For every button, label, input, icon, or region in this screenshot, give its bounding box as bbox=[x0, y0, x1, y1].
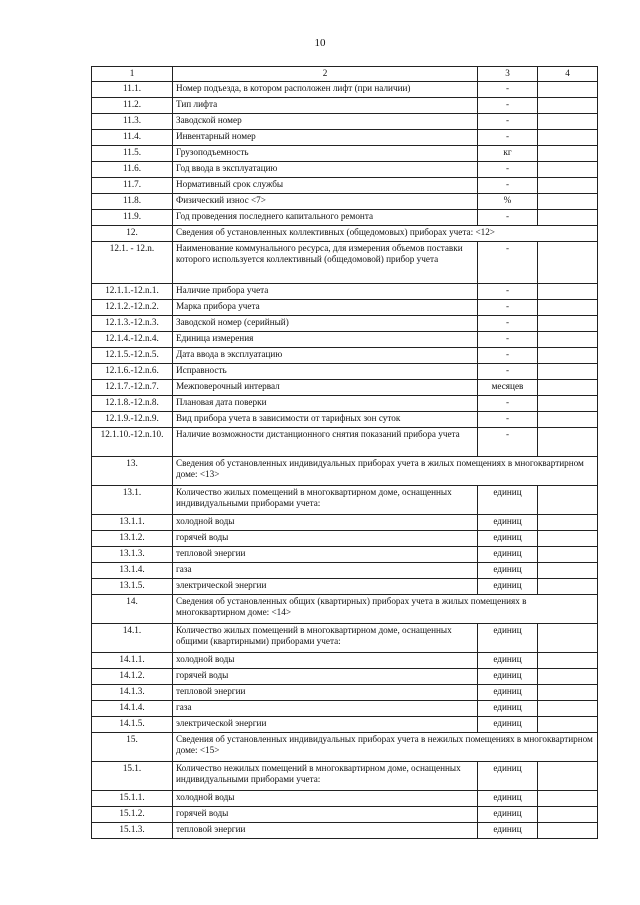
row-number: 15. bbox=[92, 733, 173, 762]
row-label: Наличие возможности дистанционного снятия показаний прибора учета bbox=[173, 428, 478, 457]
table-row bbox=[92, 653, 598, 669]
table-row bbox=[92, 226, 598, 242]
table-row bbox=[92, 428, 598, 457]
row-value bbox=[538, 380, 598, 396]
table-row bbox=[92, 457, 598, 486]
table-row bbox=[92, 717, 598, 733]
row-value bbox=[538, 210, 598, 226]
row-unit: единиц bbox=[478, 515, 538, 531]
table-row bbox=[92, 733, 598, 762]
row-value bbox=[538, 114, 598, 130]
table-row bbox=[92, 178, 598, 194]
row-unit: - bbox=[478, 364, 538, 380]
table-row bbox=[92, 364, 598, 380]
row-number: 13. bbox=[92, 457, 173, 486]
row-unit: единиц bbox=[478, 547, 538, 563]
table-row bbox=[92, 348, 598, 364]
row-value bbox=[538, 807, 598, 823]
row-unit: - bbox=[478, 130, 538, 146]
row-number: 12.1.5.-12.n.5. bbox=[92, 348, 173, 364]
row-label: Тип лифта bbox=[173, 98, 478, 114]
row-unit: единиц bbox=[478, 653, 538, 669]
row-number: 12.1.4.-12.n.4. bbox=[92, 332, 173, 348]
row-number: 15.1.2. bbox=[92, 807, 173, 823]
section-title: Сведения об установленных общих (квартирных) приборах учета в жилых помещениях в многоквартирном доме: <14> bbox=[173, 595, 598, 624]
row-value bbox=[538, 515, 598, 531]
row-unit: единиц bbox=[478, 579, 538, 595]
table-row bbox=[92, 396, 598, 412]
section-title: Сведения об установленных индивидуальных приборах учета в жилых помещениях в многоквартирном доме: <13> bbox=[173, 457, 598, 486]
header-col-3: 3 bbox=[478, 67, 538, 82]
row-label: Количество нежилых помещений в многоквартирном доме, оснащенных индивидуальными приборами учета: bbox=[173, 762, 478, 791]
row-label: холодной воды bbox=[173, 515, 478, 531]
row-number: 14.1.1. bbox=[92, 653, 173, 669]
row-number: 12. bbox=[92, 226, 173, 242]
row-label: Единица измерения bbox=[173, 332, 478, 348]
row-unit: - bbox=[478, 98, 538, 114]
table-row bbox=[92, 701, 598, 717]
table-row bbox=[92, 332, 598, 348]
row-value bbox=[538, 364, 598, 380]
table-row bbox=[92, 130, 598, 146]
row-label: Инвентарный номер bbox=[173, 130, 478, 146]
row-number: 14.1.5. bbox=[92, 717, 173, 733]
table-row bbox=[92, 595, 598, 624]
row-unit: - bbox=[478, 412, 538, 428]
table-row bbox=[92, 531, 598, 547]
table-row bbox=[92, 114, 598, 130]
row-number: 12.1.10.-12.n.10. bbox=[92, 428, 173, 457]
row-number: 15.1.3. bbox=[92, 823, 173, 839]
table-row bbox=[92, 242, 598, 284]
row-label: Межповерочный интервал bbox=[173, 380, 478, 396]
row-unit: единиц bbox=[478, 762, 538, 791]
row-value bbox=[538, 791, 598, 807]
row-unit: единиц bbox=[478, 563, 538, 579]
table-row bbox=[92, 194, 598, 210]
row-label: Нормативный срок службы bbox=[173, 178, 478, 194]
table-row bbox=[92, 300, 598, 316]
row-unit: единиц bbox=[478, 624, 538, 653]
row-number: 12.1.7.-12.n.7. bbox=[92, 380, 173, 396]
row-number: 11.3. bbox=[92, 114, 173, 130]
row-unit: единиц bbox=[478, 701, 538, 717]
row-unit: месяцев bbox=[478, 380, 538, 396]
row-unit: единиц bbox=[478, 669, 538, 685]
row-unit: % bbox=[478, 194, 538, 210]
row-label: тепловой энергии bbox=[173, 547, 478, 563]
row-label: Заводской номер (серийный) bbox=[173, 316, 478, 332]
row-unit: единиц bbox=[478, 685, 538, 701]
row-value bbox=[538, 547, 598, 563]
row-unit: - bbox=[478, 316, 538, 332]
row-label: Номер подъезда, в котором расположен лифт (при наличии) bbox=[173, 82, 478, 98]
row-value bbox=[538, 98, 598, 114]
row-number: 11.8. bbox=[92, 194, 173, 210]
row-number: 12.1.6.-12.n.6. bbox=[92, 364, 173, 380]
table-row bbox=[92, 807, 598, 823]
row-unit: единиц bbox=[478, 807, 538, 823]
row-unit: - bbox=[478, 396, 538, 412]
row-number: 14.1. bbox=[92, 624, 173, 653]
row-number: 13.1.5. bbox=[92, 579, 173, 595]
row-number: 13.1. bbox=[92, 486, 173, 515]
row-unit: единиц bbox=[478, 823, 538, 839]
row-label: горячей воды bbox=[173, 807, 478, 823]
row-unit: - bbox=[478, 332, 538, 348]
row-unit: единиц bbox=[478, 486, 538, 515]
row-unit: - bbox=[478, 300, 538, 316]
table-row bbox=[92, 563, 598, 579]
table-row bbox=[92, 412, 598, 428]
passport-table bbox=[91, 66, 598, 839]
table-row bbox=[92, 515, 598, 531]
row-label: Вид прибора учета в зависимости от тарифных зон суток bbox=[173, 412, 478, 428]
row-number: 11.2. bbox=[92, 98, 173, 114]
row-value bbox=[538, 162, 598, 178]
row-number: 14. bbox=[92, 595, 173, 624]
table-row bbox=[92, 98, 598, 114]
row-number: 12.1.1.-12.n.1. bbox=[92, 284, 173, 300]
row-number: 11.1. bbox=[92, 82, 173, 98]
row-unit: - bbox=[478, 114, 538, 130]
row-value bbox=[538, 669, 598, 685]
row-label: тепловой энергии bbox=[173, 823, 478, 839]
row-value bbox=[538, 762, 598, 791]
row-value bbox=[538, 348, 598, 364]
row-value bbox=[538, 579, 598, 595]
row-value bbox=[538, 428, 598, 457]
row-value bbox=[538, 396, 598, 412]
table-row bbox=[92, 284, 598, 300]
row-unit: - bbox=[478, 210, 538, 226]
row-label: Дата ввода в эксплуатацию bbox=[173, 348, 478, 364]
table-row bbox=[92, 791, 598, 807]
row-number: 11.9. bbox=[92, 210, 173, 226]
row-label: Грузоподъемность bbox=[173, 146, 478, 162]
row-number: 12.1.8.-12.n.8. bbox=[92, 396, 173, 412]
section-title: Сведения об установленных коллективных (общедомовых) приборах учета: <12> bbox=[173, 226, 598, 242]
row-unit: кг bbox=[478, 146, 538, 162]
row-value bbox=[538, 717, 598, 733]
row-unit: - bbox=[478, 178, 538, 194]
row-value bbox=[538, 284, 598, 300]
row-label: газа bbox=[173, 701, 478, 717]
row-value bbox=[538, 624, 598, 653]
row-label: горячей воды bbox=[173, 669, 478, 685]
row-label: холодной воды bbox=[173, 791, 478, 807]
row-number: 13.1.3. bbox=[92, 547, 173, 563]
row-label: электрической энергии bbox=[173, 579, 478, 595]
row-label: тепловой энергии bbox=[173, 685, 478, 701]
table-row bbox=[92, 547, 598, 563]
row-number: 13.1.4. bbox=[92, 563, 173, 579]
table-row bbox=[92, 685, 598, 701]
row-unit: - bbox=[478, 242, 538, 284]
row-number: 13.1.1. bbox=[92, 515, 173, 531]
page-number: 10 bbox=[314, 37, 326, 49]
row-label: газа bbox=[173, 563, 478, 579]
row-label: Плановая дата поверки bbox=[173, 396, 478, 412]
row-number: 12.1.2.-12.n.2. bbox=[92, 300, 173, 316]
row-label: электрической энергии bbox=[173, 717, 478, 733]
row-value bbox=[538, 823, 598, 839]
row-label: горячей воды bbox=[173, 531, 478, 547]
row-number: 14.1.4. bbox=[92, 701, 173, 717]
row-label: Физический износ <7> bbox=[173, 194, 478, 210]
table-row bbox=[92, 146, 598, 162]
table-row bbox=[92, 82, 598, 98]
row-value bbox=[538, 563, 598, 579]
row-number: 15.1.1. bbox=[92, 791, 173, 807]
row-value bbox=[538, 242, 598, 284]
row-label: Наличие прибора учета bbox=[173, 284, 478, 300]
row-value bbox=[538, 130, 598, 146]
row-value bbox=[538, 82, 598, 98]
row-value bbox=[538, 316, 598, 332]
row-value bbox=[538, 300, 598, 316]
row-value bbox=[538, 332, 598, 348]
table-row bbox=[92, 624, 598, 653]
row-unit: единиц bbox=[478, 531, 538, 547]
row-unit: - bbox=[478, 162, 538, 178]
row-label: холодной воды bbox=[173, 653, 478, 669]
row-unit: - bbox=[478, 284, 538, 300]
header-col-4: 4 bbox=[538, 67, 598, 82]
row-number: 14.1.3. bbox=[92, 685, 173, 701]
table-header-row bbox=[92, 67, 598, 82]
row-label: Марка прибора учета bbox=[173, 300, 478, 316]
header-col-1: 1 bbox=[92, 67, 173, 82]
table-row bbox=[92, 486, 598, 515]
row-number: 15.1. bbox=[92, 762, 173, 791]
table-row bbox=[92, 316, 598, 332]
row-label: Исправность bbox=[173, 364, 478, 380]
row-number: 11.7. bbox=[92, 178, 173, 194]
row-label: Количество жилых помещений в многоквартирном доме, оснащенных общими (квартирными) приборами учета: bbox=[173, 624, 478, 653]
header-col-2: 2 bbox=[173, 67, 478, 82]
row-number: 12.1. - 12.n. bbox=[92, 242, 173, 284]
row-value bbox=[538, 178, 598, 194]
row-value bbox=[538, 701, 598, 717]
table-row bbox=[92, 823, 598, 839]
row-unit: единиц bbox=[478, 717, 538, 733]
table-row bbox=[92, 210, 598, 226]
table-row bbox=[92, 669, 598, 685]
row-value bbox=[538, 685, 598, 701]
row-unit: - bbox=[478, 82, 538, 98]
row-number: 11.4. bbox=[92, 130, 173, 146]
row-value bbox=[538, 531, 598, 547]
table-row bbox=[92, 162, 598, 178]
row-unit: - bbox=[478, 348, 538, 364]
section-title: Сведения об установленных индивидуальных приборах учета в нежилых помещениях в многоквартирном доме: <15> bbox=[173, 733, 598, 762]
row-value bbox=[538, 194, 598, 210]
row-value bbox=[538, 653, 598, 669]
row-value bbox=[538, 146, 598, 162]
row-value bbox=[538, 412, 598, 428]
row-number: 12.1.9.-12.n.9. bbox=[92, 412, 173, 428]
row-number: 13.1.2. bbox=[92, 531, 173, 547]
table-row bbox=[92, 380, 598, 396]
row-label: Год проведения последнего капитального ремонта bbox=[173, 210, 478, 226]
row-label: Год ввода в эксплуатацию bbox=[173, 162, 478, 178]
row-number: 12.1.3.-12.n.3. bbox=[92, 316, 173, 332]
row-label: Заводской номер bbox=[173, 114, 478, 130]
row-unit: единиц bbox=[478, 791, 538, 807]
table-row bbox=[92, 762, 598, 791]
row-value bbox=[538, 486, 598, 515]
row-number: 14.1.2. bbox=[92, 669, 173, 685]
row-unit: - bbox=[478, 428, 538, 457]
row-number: 11.5. bbox=[92, 146, 173, 162]
row-label: Количество жилых помещений в многоквартирном доме, оснащенных индивидуальными приборами учета: bbox=[173, 486, 478, 515]
table-row bbox=[92, 579, 598, 595]
row-label: Наименование коммунального ресурса, для измерения объемов поставки которого используется коллективный (общедомовой) прибор учета bbox=[173, 242, 478, 284]
row-number: 11.6. bbox=[92, 162, 173, 178]
